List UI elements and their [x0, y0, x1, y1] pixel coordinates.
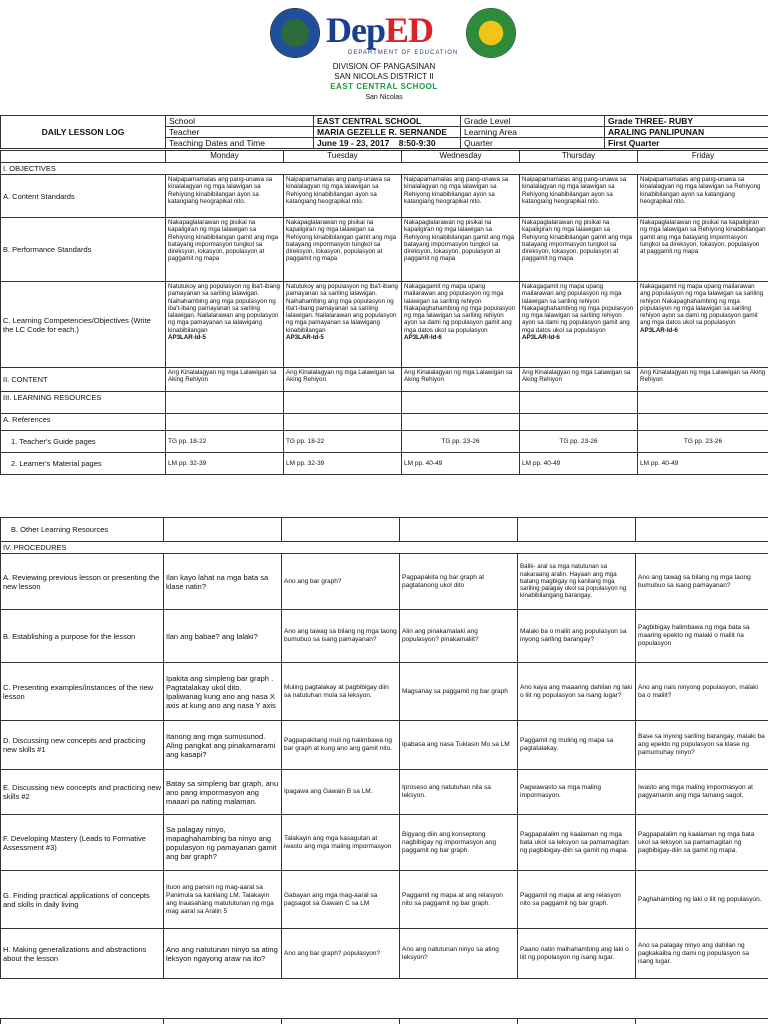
procedure-e-tuesday: Ipagawa ang Gawain B sa LM. — [282, 770, 400, 815]
procedure-d-monday: Itanong ang mga sumusunod. Aling pangkat ang pinakamarami ang kasapi? — [164, 721, 282, 770]
school-name-green: EAST CENTRAL SCHOOL — [330, 82, 438, 91]
competency-text: Nakagagamit ng mapa upang mailarawan ang populasyon ng mga lalawigan sa sariling rehiyon Nakapaghahambing ng mga populasyon ng mga lalawigan sa sariling rehiyon ayon sa dami ng populasyon gamit ang mga datos ukol sa populasyon — [404, 283, 516, 334]
procedure-a-thursday: Balik- aral sa mga natutunan sa nakaraang aralin. Hayaan ang mga batang magbigay ng kanilang mga sariling palagay ukol sa populasyon ng kinabibilangang barangay. — [518, 554, 636, 610]
teachers-guide-label: 1. Teacher's Guide pages — [1, 431, 166, 453]
procedure-a-friday: Ano ang tawag sa bilang ng mga taong bumubuo sa isang pamayanan? — [636, 554, 768, 610]
day-wednesday: Wednesday — [402, 151, 520, 163]
procedure-h-monday: Ano ang natutunan ninyo sa ating leksyon ngayong araw na ito? — [164, 929, 282, 979]
day-tuesday: Tuesday — [284, 151, 402, 163]
competency-code: AP3LAR-Id-6 — [640, 326, 678, 334]
performance-standard-cell: Nakapaglalarawan ng pisikal na kapaligiran ng mga lalawigan sa Rehiyong kinabibilangan gamit ang mga batayang impormasyon tungkol sa direksyon, lokasyon, populasyon at paggamit ng mapa — [166, 218, 284, 282]
tg-cell: TG pp. 18-22 — [284, 431, 402, 453]
town-name: San Nicolas — [365, 94, 403, 101]
procedure-b-tuesday: Ano ang tawag sa bilang ng mga taong bumubuo sa isang pamayanan? — [282, 610, 400, 663]
school-label: School — [166, 116, 314, 127]
procedure-d-thursday: Paggamit ng muling ng mapa sa pagtatalakay. — [518, 721, 636, 770]
lm-cell: LM pp. 32-39 — [166, 453, 284, 475]
procedure-h-friday: Ano sa palagay ninyo ang dahilan ng pagkakaiba ng dami ng populasyon sa isang lugar. — [636, 929, 768, 979]
performance-standard-cell: Nakapaglalarawan ng pisikal na kapaligiran ng mga lalawigan sa Rehiyong kinabibilangan gamit ang mga batayang impormasyon tungkol sa direksyon, lokasyon, populasyon at paggamit ng mapa — [402, 218, 520, 282]
content-standard-cell: Naipapamamalas ang pang-unawa sa kinalalagyan ng mga lalawigan sa Rehiyong kinabibilangan ayon sa katangiang heograpikal nito. — [520, 175, 638, 218]
grade-label: Grade Level — [461, 116, 605, 127]
procedure-b-wednesday: Alin ang pinakamalaki ang populasyon? pinakamaliit? — [400, 610, 518, 663]
deped-seal-icon — [270, 8, 320, 58]
procedure-label-g: G. Finding practical applications of concepts and skills in daily living — [1, 871, 164, 929]
competency-text: Nakagagamit ng mapa upang mailarawan ang populasyon ng mga lalawigan sa sariling rehiyon Nakapaghahambing ng mga populasyon ng mga lalawigan sa sariling rehiyon ayon sa dami ng populasyon gamit ang mga datos ukol sa populasyon — [640, 283, 764, 327]
dates-value: June 19 - 23, 2017 8:50-9:30 — [314, 138, 461, 149]
tg-cell: TG pp. 23-26 — [520, 431, 638, 453]
teacher-value: MARIA GEZELLE R. SERNANDE — [314, 127, 461, 138]
content-standard-cell: Naipapamamalas ang pang-unawa sa kinalalagyan ng mga lalawigan sa Rehiyong kinabibilangan ayon sa katangiang heograpikal nito. — [166, 175, 284, 218]
procedure-f-tuesday: Talakayin ang mga kasagutan at iwasto ang mga maling impormasyon — [282, 815, 400, 871]
content-cell: Ang Kinalalagyan ng mga Lalawigan sa Aking Rehiyon — [284, 368, 402, 392]
learners-material-label: 2. Learner's Material pages — [1, 453, 166, 475]
blank-corner — [1, 151, 166, 163]
area-label: Learning Area — [461, 127, 605, 138]
deped-logo-subtitle: DEPARTMENT OF EDUCATION — [348, 50, 459, 56]
procedure-c-monday: Ipakita ang simpleng bar graph . Pagtatalakay ukol dito. Ipaliwanag kung ano ang nasa X axis at kung ano ang nasa Y axis — [164, 663, 282, 721]
competency-code: AP3LAR-Id-6 — [404, 334, 442, 342]
procedure-c-tuesday: Muling pagtalakay at pagbibigay diin sa natutuhan mula sa leksyon. — [282, 663, 400, 721]
procedure-d-friday: Base sa inyong sariling barangay, malaki ba ang epekto ng populasyon sa klase ng pamumuhay ninyo? — [636, 721, 768, 770]
procedures-heading: IV. PROCEDURES — [1, 542, 768, 554]
competency-code: AP3LAR-Id-5 — [286, 334, 324, 342]
competency-cell — [166, 282, 284, 368]
performance-standard-cell: Nakapaglalarawan ng pisikal na kapaligiran ng mga lalawigan sa Rehiyong kinabibilangan gamit ang mga batayang impormasyon tungkol sa direksyon, lokasyon, populasyon at paggamit ng mapa — [520, 218, 638, 282]
lm-cell: LM pp. 32-39 — [284, 453, 402, 475]
procedure-h-wednesday: Ano ang natutunan ninyo sa ating leksyon? — [400, 929, 518, 979]
deped-logo: DepED DEPARTMENT OF EDUCATION — [326, 10, 459, 56]
tg-cell: TG pp. 23-26 — [402, 431, 520, 453]
next-page-table-edge — [0, 1018, 768, 1024]
procedure-label-d: D. Discussing new concepts and practicing new skills #1 — [1, 721, 164, 770]
lm-cell: LM pp. 40-49 — [638, 453, 768, 475]
competency-cell — [520, 282, 638, 368]
procedures-table — [0, 517, 768, 979]
procedure-c-wednesday: Magsanay sa paggamit ng bar graph — [400, 663, 518, 721]
procedure-label-c: C. Presenting examples/instances of the new lesson — [1, 663, 164, 721]
procedure-b-monday: Ilan ang babae? ang lalaki? — [164, 610, 282, 663]
procedure-a-wednesday: Pagpapakita ng bar graph at pagtatanong ukol dito — [400, 554, 518, 610]
lesson-info-table — [0, 115, 768, 149]
content-cell: Ang Kinalalagyan ng mga Lalawigan sa Aking Rehiyon — [166, 368, 284, 392]
teacher-label: Teacher — [166, 127, 314, 138]
procedure-e-friday: Iwasto ang mga maling impormasyon at pagyamanin ang mga tamang sagot. — [636, 770, 768, 815]
procedure-a-monday: Ilan kayo lahat na mga bata sa klase natin? — [164, 554, 282, 610]
procedure-label-b: B. Establishing a purpose for the lesson — [1, 610, 164, 663]
procedure-b-thursday: Malaki ba o maliit ang populasyon sa inyong sariling barangay? — [518, 610, 636, 663]
competency-code: AP3LAR-Id-5 — [168, 334, 206, 342]
procedure-g-friday: Paghahambing ng laki o liit ng populasyon. — [636, 871, 768, 929]
division-name: DIVISION OF PANGASINAN — [332, 62, 436, 71]
day-monday: Monday — [166, 151, 284, 163]
area-value: ARALING PANLIPUNAN — [605, 127, 768, 138]
procedure-h-thursday: Paano natin maihahambing ang laki o liit ng populasyon ng isang lugar. — [518, 929, 636, 979]
procedure-e-monday: Batay sa simpleng bar graph, anu ano pang impormasyon ang maaari pa nating malaman. — [164, 770, 282, 815]
content-standard-cell: Naipapamamalas ang pang-unawa sa kinalalagyan ng mga lalawigan sa Rehiyong kinabibilangan ayon sa katangiang heograpikal nito. — [638, 175, 768, 218]
content-cell: Ang Kinalalagyan ng mga Lalawigan sa Aking Rehiyon — [402, 368, 520, 392]
competency-text: Nakagagamit ng mapa upang mailarawan ang populasyon ng mga lalawigan sa sariling rehiyon Nakapaghahambing ng mga populasyon ng mga lalawigan sa sariling rehiyon ayon sa dami ng populasyon gamit ang mga datos ukol sa populasyon — [522, 283, 634, 334]
daily-lesson-log-title: DAILY LESSON LOG — [1, 116, 166, 149]
procedure-f-wednesday: Bigyang diin ang konseptong nagbibigay ng impormasyon ang paggamit ng bar graph. — [400, 815, 518, 871]
logo-row — [0, 8, 768, 60]
content-standard-cell: Naipapamamalas ang pang-unawa sa kinalalagyan ng mga lalawigan sa Rehiyong kinabibilangan ayon sa katangiang heograpikal nito. — [284, 175, 402, 218]
learning-competencies-label: C. Learning Competencies/Objectives (Write the LC Code for each.) — [1, 282, 166, 368]
objectives-table — [0, 150, 768, 475]
tg-cell: TG pp. 18-22 — [166, 431, 284, 453]
quarter-label: Quarter — [461, 138, 605, 149]
division-seal-icon — [466, 8, 516, 58]
procedure-a-tuesday: Ano ang bar graph? — [282, 554, 400, 610]
procedure-g-thursday: Paggamit ng mapa at ang relasyon nito sa paggamit ng bar graph. — [518, 871, 636, 929]
competency-text: Natutukoy ang populasyon ng iba't-ibang pamayanan sa sariling lalawigan. Naihahambing ang mga populasyon ng iba't-ibang pamayanan sa sariling lalawigan. Nailalarawan ang populasyon ng mga pamayanan sa lalawigang kinabibilangan — [168, 283, 280, 334]
procedure-d-wednesday: Ipabasa ang nasa Tuklasin Mo sa LM — [400, 721, 518, 770]
lm-cell: LM pp. 40-49 — [402, 453, 520, 475]
learning-resources-label: III. LEARNING RESOURCES — [1, 392, 166, 414]
day-thursday: Thursday — [520, 151, 638, 163]
school-value: EAST CENTRAL SCHOOL — [314, 116, 461, 127]
performance-standard-cell: Nakapaglalarawan ng pisikal na kapaligiran ng mga lalawigan sa Rehiyong kinabibilangan gamit ang mga batayang impormasyon tungkol sa direksyon, lokasyon, populasyon at paggamit ng mapa — [284, 218, 402, 282]
procedure-g-wednesday: Paggamit ng mapa at ang relasyon nito sa paggamit ng bar graph. — [400, 871, 518, 929]
procedure-f-thursday: Pagpapalalim ng kaalaman ng mga bata ukol sa leksyon sa pamamagitan ng pagbibigay-diin sa gamit ng mapa. — [518, 815, 636, 871]
procedure-e-thursday: Pagwawasto sa mga maling impormasyon. — [518, 770, 636, 815]
procedure-b-friday: Pagbibigay halimbawa ng mga bata sa maaring epekto ng malaki o maliit na populasyon — [636, 610, 768, 663]
procedure-label-a: A. Reviewing previous lesson or presenting the new lesson — [1, 554, 164, 610]
competency-cell — [284, 282, 402, 368]
objectives-heading: I. OBJECTIVES — [1, 163, 768, 175]
performance-standard-cell: Nakapaglalarawan ng pisikal na kapaligiran ng mga lalawigan sa Rehiyong kinabibilangan gamit ang mga batayang impormasyon tungkol sa direksyon, lokasyon, populasyon at paggamit ng mapa — [638, 218, 768, 282]
competency-cell — [402, 282, 520, 368]
procedure-c-thursday: Ano kaya ang maaaring dahilan ng laki o liit ng populasyon sa isang lugar? — [518, 663, 636, 721]
procedure-label-f: F. Developing Mastery (Leads to Formative Assessment #3) — [1, 815, 164, 871]
procedure-f-monday: Sa palagay ninyo, mapaghahambing ba ninyo ang populasyon ng pamayanan gamit ang bar graph? — [164, 815, 282, 871]
procedure-f-friday: Pagpapalalim ng kaalaman ng mga bata ukol sa leksyon sa pamamagitan ng pagbibigay-diin sa gamit ng mapa. — [636, 815, 768, 871]
content-standards-label: A. Content Standards — [1, 175, 166, 218]
performance-standards-label: B. Performance Standards — [1, 218, 166, 282]
competency-cell — [638, 282, 768, 368]
tg-cell: TG pp. 23-26 — [638, 431, 768, 453]
procedure-e-wednesday: Iproseso ang natutuhan nila sa leksyon. — [400, 770, 518, 815]
grade-value: Grade THREE- RUBY — [605, 116, 768, 127]
document-header — [0, 0, 768, 110]
lm-cell: LM pp. 40-49 — [520, 453, 638, 475]
content-cell: Ang Kinalalagyan ng mga Lalawigan sa Aking Rehiyon — [638, 368, 768, 392]
content-cell: Ang Kinalalagyan ng mga Lalawigan sa Aking Rehiyon — [520, 368, 638, 392]
procedure-d-tuesday: Pagpapakitang muli ng halimbawa ng bar graph at kung ano ang gamit nito. — [282, 721, 400, 770]
references-label: A. References — [1, 414, 166, 431]
procedure-h-tuesday: Ano ang bar graph? populasyon? — [282, 929, 400, 979]
content-label: II. CONTENT — [1, 368, 166, 392]
procedure-c-friday: Ano ang nais ninyong populasyon, malaki ba o maliit? — [636, 663, 768, 721]
procedure-label-e: E. Discussing new concepts and practicing new skills #2 — [1, 770, 164, 815]
day-friday: Friday — [638, 151, 768, 163]
other-resources-label: B. Other Learning Resources — [1, 518, 164, 542]
district-name: SAN NICOLAS DISTRICT II — [334, 72, 434, 81]
procedure-g-tuesday: Gabayan ang mga mag-aaral sa pagsagot sa Gawain C sa LM — [282, 871, 400, 929]
dates-label: Teaching Dates and Time — [166, 138, 314, 149]
procedure-label-h: H. Making generalizations and abstractions about the lesson — [1, 929, 164, 979]
content-standard-cell: Naipapamamalas ang pang-unawa sa kinalalagyan ng mga lalawigan sa Rehiyong kinabibilangan ayon sa katangiang heograpikal nito. — [402, 175, 520, 218]
quarter-value: First Quarter — [605, 138, 768, 149]
competency-code: AP3LAR-Id-6 — [522, 334, 560, 342]
procedure-g-monday: Ituon ang pansin ng mag-aaral sa Panimula sa kanilang LM. Talakayin ang inaasahang matututunan ng mga mag aaral sa Aralin 5 — [164, 871, 282, 929]
competency-text: Natutukoy ang populasyon ng iba't-ibang pamayanan sa sariling lalawigan. Naihahambing ang mga populasyon ng iba't-ibang pamayanan sa sariling lalawigan. Nailalarawan ang populasyon ng mga pamayanan sa lalawigang kinabibilangan — [286, 283, 398, 334]
